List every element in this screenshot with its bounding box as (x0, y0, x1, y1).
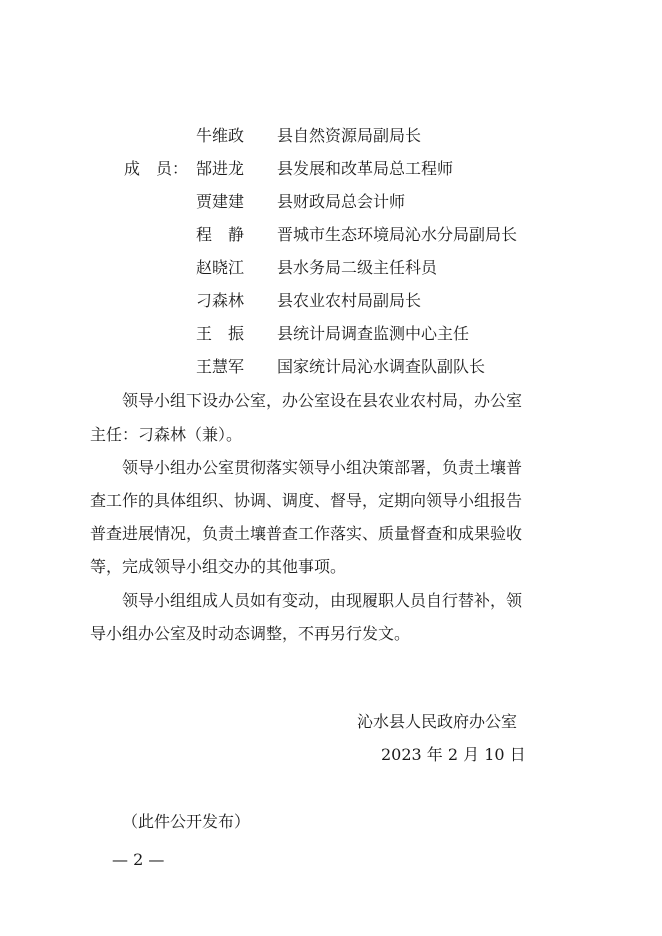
signature-org: 沁水县人民政府办公室 (357, 712, 518, 731)
paragraph-line: 主任：刁森林（兼）。 (90, 425, 243, 444)
member-title: 县农业农村局副局长 (277, 291, 422, 310)
paragraph-line: 普查进展情况，负责土壤普查工作落实、质量督查和成果验收 (90, 524, 523, 543)
member-title: 国家统计局沁水调查队副队长 (277, 357, 486, 376)
member-name: 王慧军 (196, 357, 245, 376)
member-title: 县财政局总会计师 (277, 192, 406, 211)
member-name: 赵晓江 (196, 258, 245, 277)
member-name: 牛维政 (196, 126, 245, 145)
paragraph-line: 领导小组办公室贯彻落实领导小组决策部署，负责土壤普 (122, 458, 523, 477)
page-number: — 2 — (112, 850, 165, 869)
member-title: 晋城市生态环境局沁水分局副局长 (277, 225, 518, 244)
paragraph-line: 领导小组下设办公室，办公室设在县农业农村局，办公室 (122, 391, 523, 410)
member-title: 县自然资源局副局长 (277, 126, 422, 145)
paragraph-line: 等，完成领导小组交办的其他事项。 (90, 557, 347, 576)
member-title: 县统计局调查监测中心主任 (277, 324, 470, 343)
member-name: 贾建建 (196, 192, 245, 211)
paragraph-line: 查工作的具体组织、协调、调度、督导，定期向领导小组报告 (90, 491, 523, 510)
paragraph-line: 导小组办公室及时动态调整，不再另行发文。 (90, 624, 411, 643)
signature-date: 2023 年 2 月 10 日 (381, 745, 526, 764)
member-name: 程 静 (196, 225, 245, 244)
publication-note: （此件公开发布） (122, 812, 251, 831)
member-name: 王 振 (196, 324, 245, 343)
member-role: 成 员： (124, 159, 189, 178)
member-name: 郜进龙 (196, 159, 245, 178)
member-name: 刁森林 (196, 291, 245, 310)
member-title: 县发展和改革局总工程师 (277, 159, 454, 178)
member-title: 县水务局二级主任科员 (277, 258, 438, 277)
paragraph-line: 领导小组组成人员如有变动，由现履职人员自行替补，领 (122, 591, 523, 610)
